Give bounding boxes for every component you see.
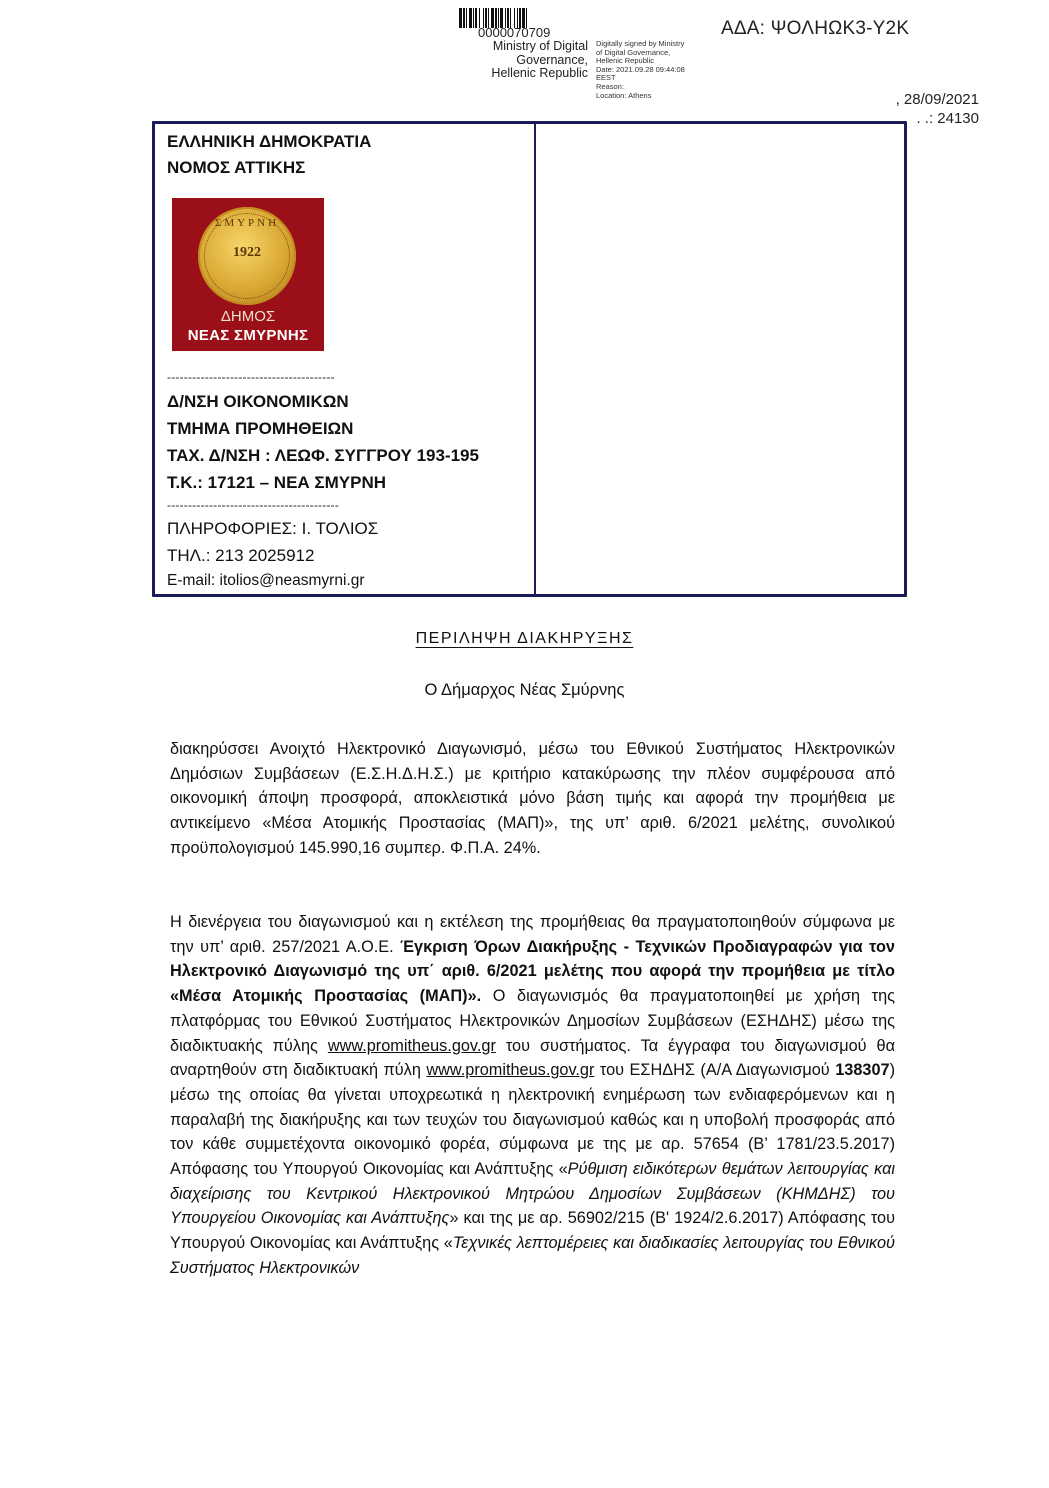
logo-municipality-name: ΝΕΑΣ ΣΜΥΡΝΗΣ [187,327,309,344]
letterhead-box [152,121,907,597]
box-divider [534,124,536,594]
italic-decision-title: Τεχνικές λεπτομέρειες και διαδικασίες λειτουργίας του Εθνικού Συστήματος Ηλεκτρονικών [170,1234,896,1277]
signer-line: Governance, [516,52,588,67]
text-span: του συστήματος. Τα έγγραφα του διαγωνισμού θα αναρτηθούν στη διαδικτυακή πύλη [170,1036,896,1080]
protocol-number: . .: 24130 [916,110,979,127]
text-span: » και της με αρ. 56902/215 (Β' 1924/2.6.2017) Απόφασης του Υπουργού Οικονομίας και Ανάπτυξης « [170,1209,895,1253]
separator: ---------------------------------------- [167,370,335,384]
coin-inscription: ΣΜΥΡΝΗ [214,217,280,229]
document-date: , 28/09/2021 [895,91,979,108]
signer-line: Ministry of Digital [492,39,588,53]
section-name: ΤΜΗΜΑ ΠΡΟΜΗΘΕΙΩΝ [167,419,354,438]
department-name: Δ/ΝΣΗ ΟΙΚΟΝΟΜΙΚΩΝ [167,392,349,411]
barcode-number: 0000070709 [478,25,551,40]
ada-code: ΑΔΑ: ΨΟΛΗΩΚ3-Υ2Κ [721,18,910,39]
document-title-text: ΠΕΡΙΛΗΨΗ ΔΙΑΚΗΡΥΞΗΣ [415,630,634,647]
text-span: Η διενέργεια του διαγωνισμού και η εκτέλεση της προμήθειας θα πραγματοποιηθούν σύμφωνα με την υπ’ αριθ. 257/2021 Α.Ο.Ε. [170,913,895,956]
contact-person: ΠΛΗΡΟΦΟΡΙΕΣ: Ι. ΤΟΛΙΟΣ [167,519,379,538]
country-name: ΕΛΛΗΝΙΚΗ ΔΗΜΟΚΡΑΤΙΑ [167,132,372,151]
logo-dimos-label: ΔΗΜΟΣ [220,308,276,325]
signature-line: EEST [596,73,616,83]
signature-line: of Digital Governance, [596,47,671,57]
signer-name [490,40,588,81]
signature-reason: Reason: [596,81,624,91]
italic-decision-title: Ρύθμιση ειδικότερων θεμάτων λειτουργίας και διαχείρισης του Κεντρικού Ηλεκτρονικού Μητρώου Δημοσίων Συμβάσεων (ΚΗΜΔΗΣ) του Υπουργείου Οικονομίας και Ανάπτυξης [170,1160,895,1228]
signature-date: Date: 2021.09.28 09:44:08 [596,64,685,74]
digital-signature-details [596,40,706,100]
coin-year: 1922 [233,245,261,260]
postal-code: Τ.Κ.: 17121 – ΝΕΑ ΣΜΥΡΝΗ [167,473,387,492]
contact-email[interactable]: E-mail: itolios@neasmyrni.gr [167,572,365,589]
document-title [0,630,1049,648]
signature-line: Digitally signed by Ministry [596,39,685,48]
prefecture-name: ΝΟΜΟΣ ΑΤΤΙΚΗΣ [167,158,306,177]
promitheus-link[interactable]: www.promitheus.gov.gr [327,1036,496,1055]
letterhead-left [167,124,527,589]
mayor-heading: Ο Δήμαρχος Νέας Σμύρνης [424,681,625,699]
tender-id: 138307 [835,1061,890,1080]
postal-address: ΤΑΧ. Δ/ΝΣΗ : ΛΕΩΦ. ΣΥΓΓΡΟΥ 193-195 [167,446,479,465]
text-span: του ΕΣΗΔΗΣ (Α/Α Διαγωνισμού [594,1061,836,1080]
text-span: ) μέσω της οποίας θα γίνεται υποχρεωτικά η ηλεκτρονική ενημέρωση των ενδιαφερόμενων και η παραλαβή της διακήρυξης και των τευχών του διαγωνισμού καθώς και η υποβολή προσφοράς από τον κάθε συμμετέχοντα οικονομικό φορέα, σύμφωνα με της με αρ. 57654 (Β’ 1781/23.5.2017) Απόφασης του Υπουργού Οικονομίας και Ανάπτυξης « [170,1061,895,1179]
promitheus-link[interactable]: www.promitheus.gov.gr [426,1061,595,1080]
municipality-logo [172,198,324,351]
paragraph-procedure [170,910,895,1281]
bold-decision-title: Έγκριση Όρων Διακήρυξης - Τεχνικών Προδιαγραφών για τον Ηλεκτρονικό Διαγωνισμό της υπ΄ αριθ. 6/2021 μελέτης που αφορά την προμήθεια με τίτλο «Μέσα Ατομικής Προστασίας (ΜΑΠ)». [170,937,895,1006]
contact-phone: ΤΗΛ.: 213 2025912 [167,546,315,565]
signature-line: Hellenic Republic [596,56,654,66]
separator: ----------------------------------------- [167,498,340,512]
paragraph-announcement: διακηρύσσει Ανοιχτό Ηλεκτρονικό Διαγωνισμό, μέσω του Εθνικού Συστήματος Ηλεκτρονικών Δημόσιων Συμβάσεων (Ε.Σ.Η.Δ.Η.Σ.) με κριτήριο κατακύρωσης την πλέον συμφέρουσα από οικονομική άποψη προσφορά, αποκλειστικά μόνο βάση τιμής και αφορά την προμήθεια με αντικείμενο «Μέσα Ατομικής Προστασίας (ΜΑΠ)», της υπ’ αριθ. 6/2021 μελέτης, συνολικού προϋπολογισμού 145.990,16 συμπερ. Φ.Π.Α. 24%. [170,740,895,857]
signature-location: Location: Athens [596,90,652,100]
signer-line: Hellenic Republic [491,66,588,80]
text-span: Ο διαγωνισμός θα πραγματοποιηθεί με χρήση της πλατφόρμας του Εθνικού Συστήματος Ηλεκτρονικών Δημοσίων Συμβάσεων (ΕΣΗΔΗΣ) μέσω της διαδικτυακής πύλης [170,987,896,1055]
coin-emblem-icon [198,207,296,305]
